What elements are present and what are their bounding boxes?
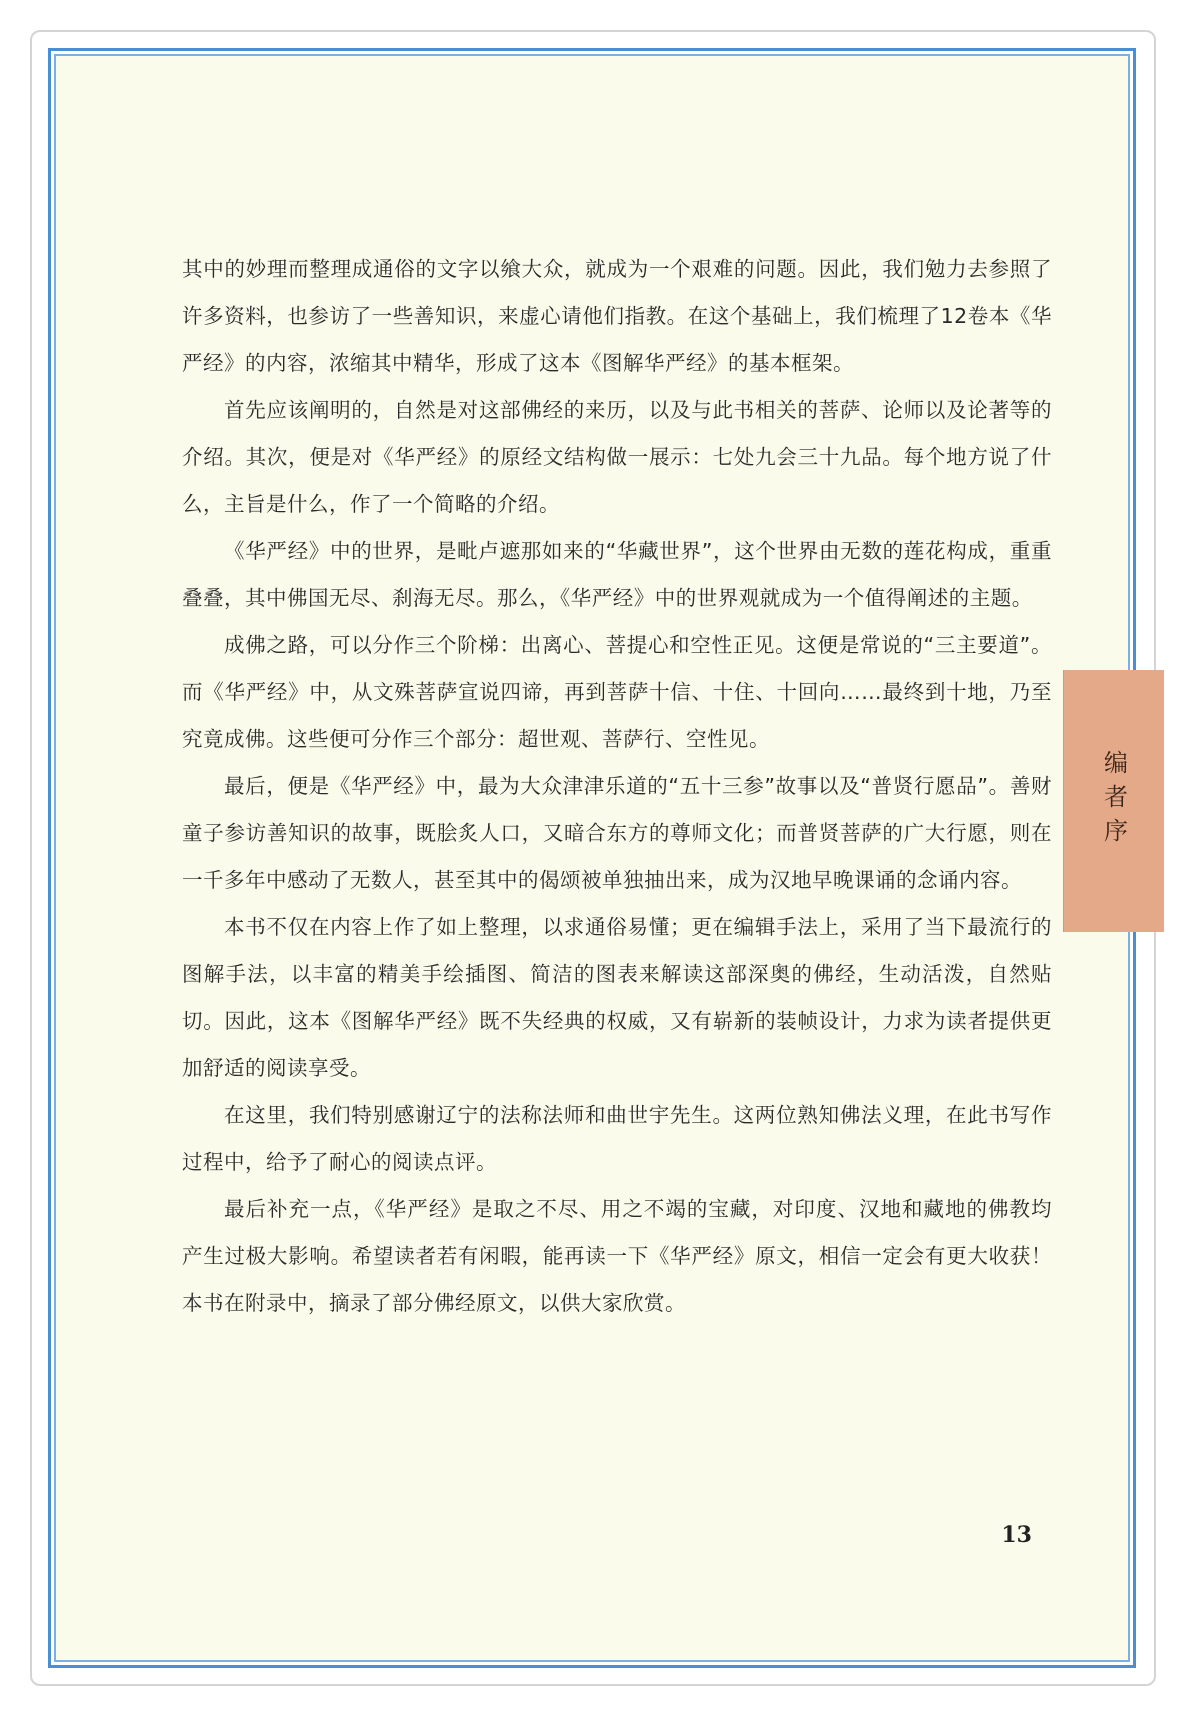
- page-border: [48, 48, 1136, 1668]
- paragraph-3: 《华严经》中的世界，是毗卢遮那如来的“华藏世界”，这个世界由无数的莲花构成，重重叠叠，其中佛国无尽、刹海无尽。那么，《华严经》中的世界观就成为一个值得阐述的主题。: [182, 539, 1052, 610]
- paragraph-8: 最后补充一点，《华严经》是取之不尽、用之不竭的宝藏，对印度、汉地和藏地的佛教均产生过极大影响。希望读者若有闲暇，能再读一下《华严经》原文，相信一定会有更大收获！本书在附录中，摘录了部分佛经原文，以供大家欣赏。: [182, 1197, 1052, 1315]
- paragraph-7: 在这里，我们特别感谢辽宁的法称法师和曲世宇先生。这两位熟知佛法义理，在此书写作过程中，给予了耐心的阅读点评。: [182, 1103, 1052, 1174]
- page-number: 13: [1001, 1522, 1032, 1548]
- paragraph-6: 本书不仅在内容上作了如上整理，以求通俗易懂；更在编辑手法上，采用了当下最流行的图解手法，以丰富的精美手绘插图、简洁的图表来解读这部深奥的佛经，生动活泼，自然贴切。因此，这本《图解华严经》既不失经典的权威，又有崭新的装帧设计，力求为读者提供更加舒适的阅读享受。: [182, 915, 1052, 1080]
- page-content-area: [54, 54, 1130, 1662]
- chapter-side-tab: [1063, 670, 1164, 932]
- paragraph-1: 其中的妙理而整理成通俗的文字以飨大众，就成为一个艰难的问题。因此，我们勉力去参照了许多资料，也参访了一些善知识，来虚心请他们指教。在这个基础上，我们梳理了12卷本《华严经》的内容，浓缩其中精华，形成了这本《图解华严经》的基本框架。: [182, 257, 1052, 375]
- paragraph-2: 首先应该阐明的，自然是对这部佛经的来历，以及与此书相关的菩萨、论师以及论著等的介绍。其次，便是对《华严经》的原经文结构做一展示：七处九会三十九品。每个地方说了什么，主旨是什么，作了一个简略的介绍。: [182, 398, 1052, 516]
- paragraph-5: 最后，便是《华严经》中，最为大众津津乐道的“五十三参”故事以及“普贤行愿品”。善财童子参访善知识的故事，既脍炙人口，又暗合东方的尊师文化；而普贤菩萨的广大行愿，则在一千多年中感动了无数人，甚至其中的偈颂被单独抽出来，成为汉地早晚课诵的念诵内容。: [182, 774, 1052, 892]
- paragraph-4: 成佛之路，可以分作三个阶梯：出离心、菩提心和空性正见。这便是常说的“三主要道”。而《华严经》中，从文殊菩萨宣说四谛，再到菩萨十信、十住、十回向……最终到十地，乃至究竟成佛。这些便可分作三个部分：超世观、菩萨行、空性见。: [182, 633, 1052, 751]
- chapter-side-tab-label: 编者序: [1099, 750, 1128, 852]
- preface-body: [182, 246, 1052, 1327]
